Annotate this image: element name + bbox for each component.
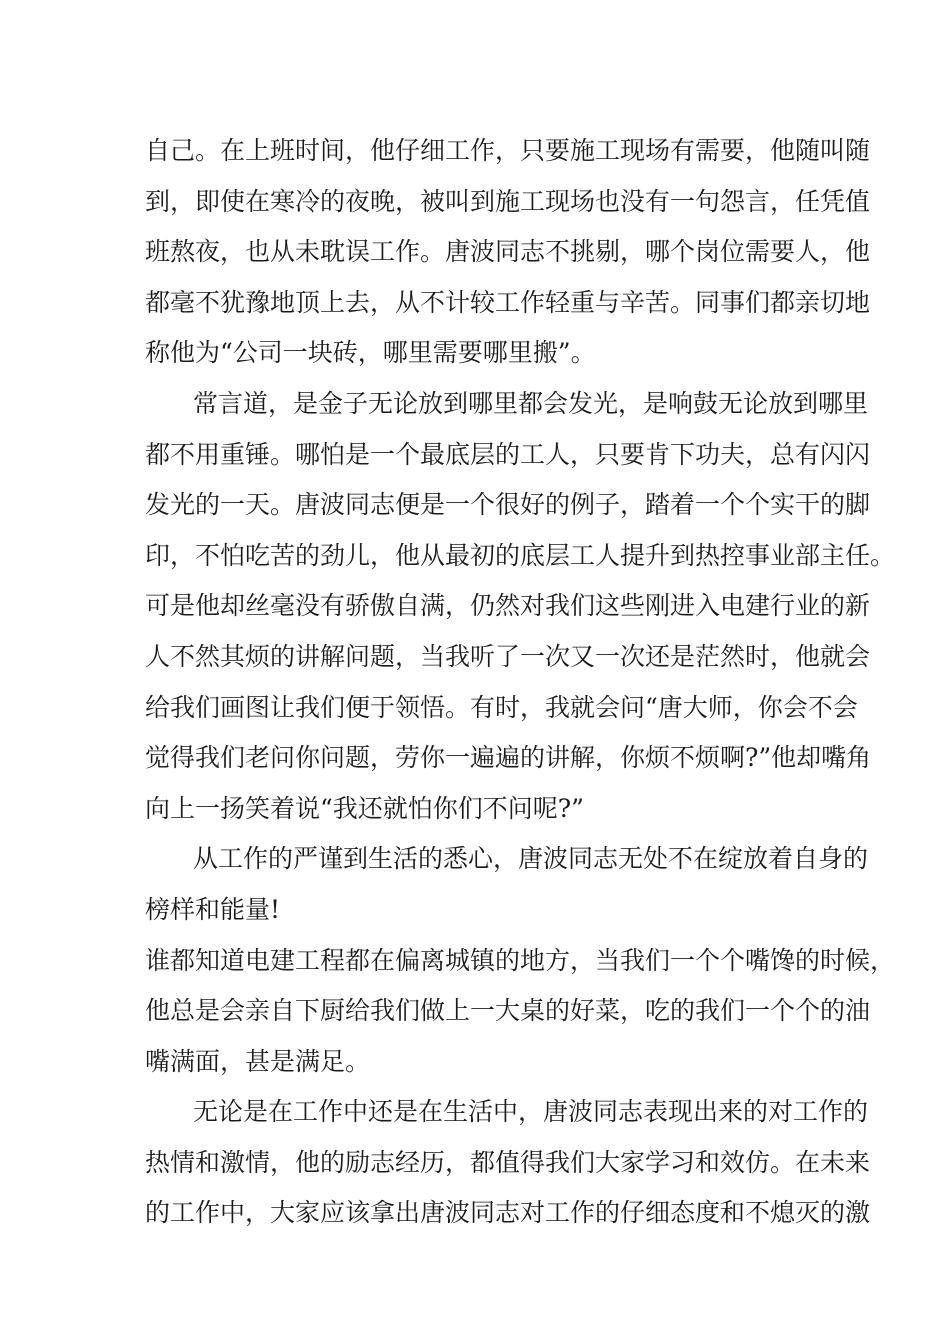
text-line: 发光的一天。唐波同志便是一个很好的例子，踏着一个个实干的脚 <box>145 490 871 520</box>
text-line: 都毫不犹豫地顶上去，从不计较工作轻重与辛苦。同事们都亲切地 <box>145 287 871 317</box>
paragraph-4 <box>145 936 896 1088</box>
text-line: 都不用重锤。哪怕是一个最底层的工人，只要肯下功夫，总有闪闪 <box>145 439 871 469</box>
text-line: 他总是会亲自下厨给我们做上一大桌的好菜，吃的我们一个个的油 <box>145 996 871 1026</box>
paragraph-3 <box>145 834 869 935</box>
text-line: 可是他却丝毫没有骄傲自满，仍然对我们这些刚进入电建行业的新 <box>145 591 871 621</box>
text-line: 谁都知道电建工程都在偏离城镇的地方，当我们一个个嘴馋的时候， <box>145 945 896 975</box>
text-line: 嘴满面，甚是满足。 <box>145 1046 371 1076</box>
text-line: 印，不怕吃苦的劲儿，他从最初的底层工人提升到热控事业部主任。 <box>145 540 896 570</box>
text-line: 称他为“公司一块砖，哪里需要哪里搬”。 <box>145 338 596 368</box>
text-line: 班熬夜，也从未耽误工作。唐波同志不挑剔，哪个岗位需要人，他 <box>145 237 871 267</box>
text-line: 的工作中，大家应该拿出唐波同志对工作的仔细态度和不熄灭的激 <box>145 1198 871 1228</box>
text-line: 从工作的严谨到生活的悉心，唐波同志无处不在绽放着自身的 <box>193 844 869 874</box>
text-line: 自己。在上班时间，他仔细工作，只要施工现场有需要，他随叫随 <box>145 136 871 165</box>
text-line: 常言道，是金子无论放到哪里都会发光，是响鼓无论放到哪里 <box>193 388 869 418</box>
text-line: 给我们画图让我们便于领悟。有时，我就会问“唐大师，你会不会 <box>145 692 858 722</box>
paragraph-1 <box>145 126 871 379</box>
text-line: 榜样和能量! <box>145 894 281 924</box>
text-line: 觉得我们老问你问题，劳你一遍遍的讲解，你烦不烦啊?”他却嘴角 <box>145 743 872 773</box>
text-line: 向上一扬笑着说“我还就怕你们不问呢?” <box>145 793 584 823</box>
paragraph-2 <box>145 379 896 834</box>
text-line: 无论是在工作中还是在生活中，唐波同志表现出来的对工作的 <box>193 1097 869 1127</box>
document-body <box>145 126 896 1239</box>
text-line: 热情和激情，他的励志经历，都值得我们大家学习和效仿。在未来 <box>145 1147 871 1177</box>
paragraph-5 <box>145 1087 871 1239</box>
text-line: 到，即使在寒冷的夜晚，被叫到施工现场也没有一句怨言，任凭值 <box>145 186 871 216</box>
text-line: 人不然其烦的讲解问题，当我听了一次又一次还是茫然时，他就会 <box>145 641 871 671</box>
